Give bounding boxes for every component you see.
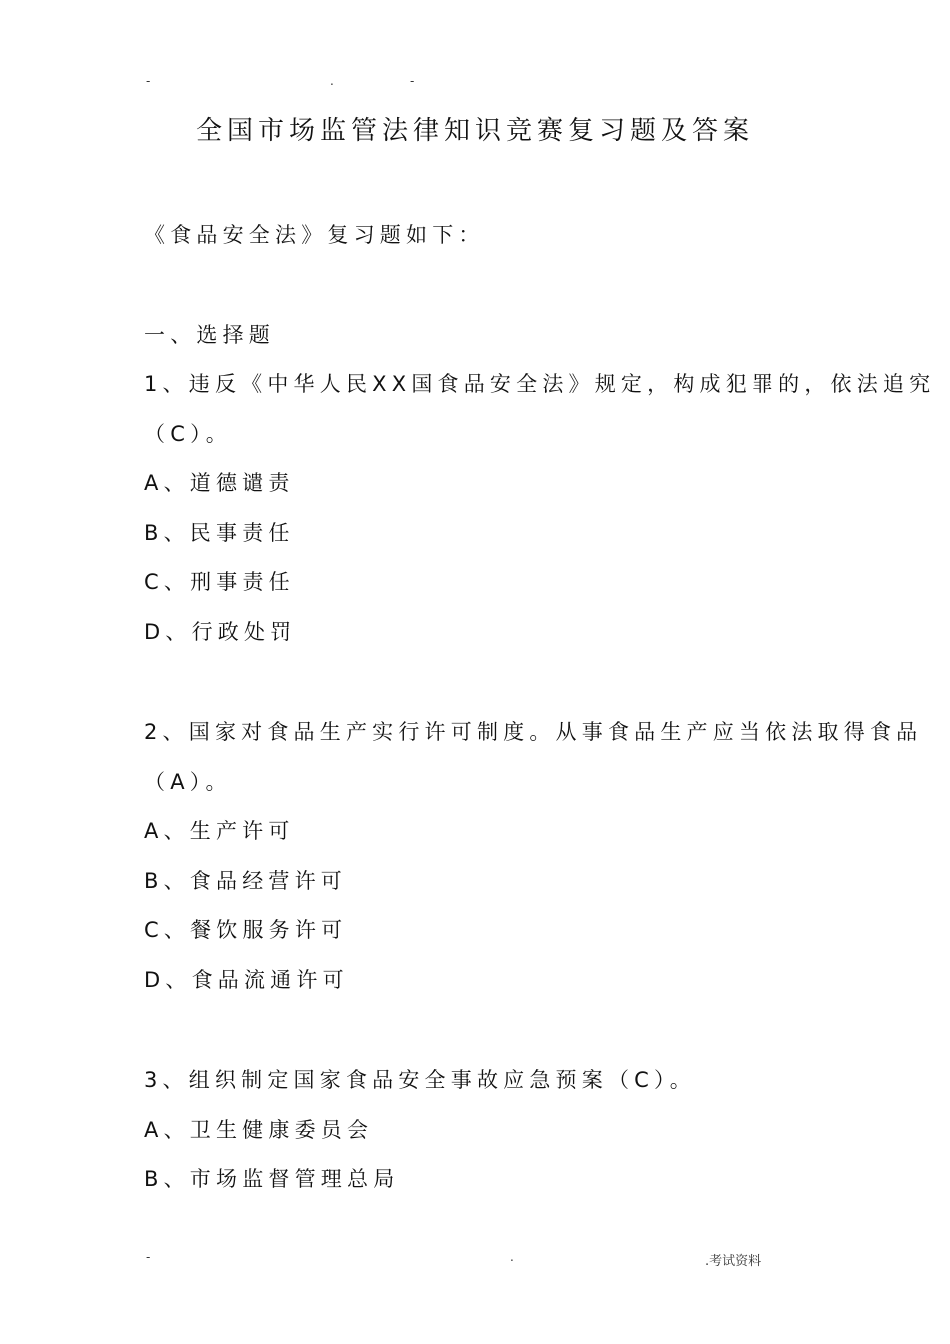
question-3-stem: 3、组织制定国家食品安全事故应急预案（C）。 <box>144 1068 696 1092</box>
question-1-stem: 1、违反《中华人民XX国食品安全法》规定，构成犯罪的，依法追究 <box>144 372 936 396</box>
question-1-option-b: B、民事责任 <box>144 521 295 545</box>
question-2-option-b: B、食品经营许可 <box>144 869 348 893</box>
question-1-option-c: C、刑事责任 <box>144 570 295 594</box>
question-2-option-d: D、食品流通许可 <box>144 968 349 992</box>
header-mark-right: - <box>410 74 415 88</box>
question-3-option-a: A、卫生健康委员会 <box>144 1118 374 1142</box>
intro-line: 《食品安全法》复习题如下： <box>144 223 485 247</box>
header-mark-center: . <box>330 74 334 88</box>
question-1-option-d: D、行政处罚 <box>144 620 297 644</box>
footer-label: .考试资料 <box>705 1254 762 1269</box>
question-2-answer: （A）。 <box>144 770 232 794</box>
question-2-option-a: A、生产许可 <box>144 819 295 843</box>
question-2-stem: 2、国家对食品生产实行许可制度。从事食品生产应当依法取得食品 <box>144 720 923 744</box>
question-1-option-a: A、道德谴责 <box>144 471 295 495</box>
question-2-option-c: C、餐饮服务许可 <box>144 918 348 942</box>
document-title: 全国市场监管法律知识竞赛复习题及答案 <box>195 116 754 146</box>
footer-mark-center: . <box>510 1250 514 1264</box>
section-heading: 一、选择题 <box>144 323 275 347</box>
question-1-answer: （C）。 <box>144 422 232 446</box>
question-3-option-b: B、市场监督管理总局 <box>144 1167 400 1191</box>
header-mark-left: - <box>146 74 151 88</box>
footer-mark-left: - <box>146 1250 151 1264</box>
